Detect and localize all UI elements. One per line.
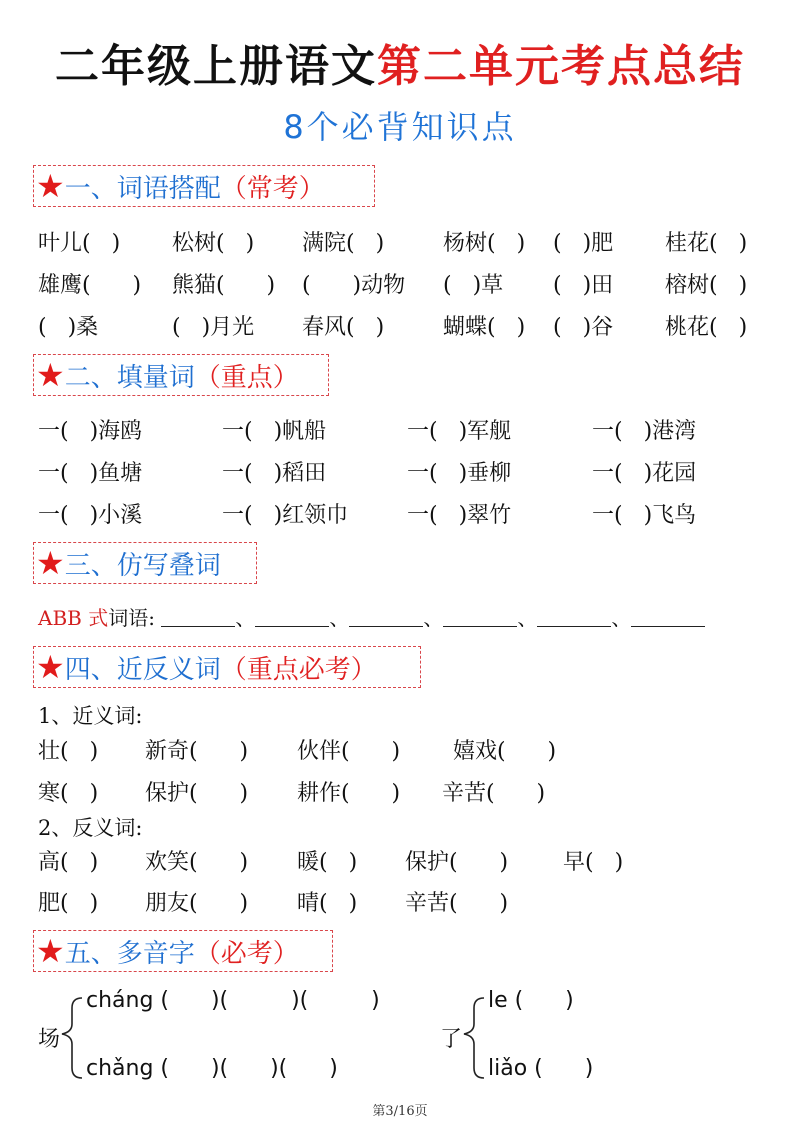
star-icon: ★ [36,932,65,970]
separator: 、 [329,606,350,630]
synonym-row-1 [0,734,800,768]
synonym-item: 寒( ) [38,781,99,806]
section-4-label: 四、近反义词 [64,654,221,685]
collocation-item: 榕树( ) [665,273,748,298]
chang-char: 场 [38,1027,61,1052]
abb-exercise [38,602,705,631]
abb-label: 词语: [108,606,155,630]
measure-item: 一( )翠竹 [407,503,512,528]
section-3-label: 三、仿写叠词 [64,550,221,581]
le-char: 了 [440,1027,463,1052]
section-2-header [33,354,329,396]
measure-item: 一( )海鸥 [38,419,143,444]
le-reading-1: le ( ) [488,988,574,1013]
antonym-item: 辛苦( ) [405,891,509,916]
collocation-row-1 [0,226,800,260]
star-icon: ★ [36,544,65,582]
synonym-item: 壮( ) [38,739,99,764]
le-reading-2: liǎo ( ) [488,1056,594,1081]
measure-item: 一( )红领巾 [222,503,349,528]
separator: 、 [235,606,256,630]
antonym-item: 朋友( ) [145,891,249,916]
star-icon: ★ [36,356,65,394]
collocation-item: 春风( ) [302,315,385,340]
section-2-label: 二、填量词 [64,362,195,393]
title-part2: 第二单元考点总结 [377,41,745,92]
measure-item: 一( )小溪 [38,503,143,528]
page-number: 第3/16页 [372,1104,428,1119]
antonym-row-2 [0,886,800,920]
measure-item: 一( )稻田 [222,461,327,486]
section-1-header [33,165,375,207]
collocation-row-3 [0,310,800,344]
synonym-item: 辛苦( ) [442,781,546,806]
antonym-row-1 [0,845,800,879]
collocation-item: ( )田 [553,273,614,298]
collocation-item: ( )肥 [553,231,614,256]
answer-blank[interactable] [537,608,611,627]
antonym-item: 肥( ) [38,891,99,916]
measure-item: 一( )军舰 [407,419,512,444]
collocation-item: 满院( ) [302,231,385,256]
measure-row-1 [0,414,800,448]
separator: 、 [517,606,538,630]
synonym-item: 伙伴( ) [297,739,401,764]
antonym-item: 保护( ) [405,850,509,875]
abb-prefix: ABB 式 [38,606,109,630]
collocation-item: ( )桑 [38,315,99,340]
separator: 、 [611,606,632,630]
collocation-item: 松树( ) [172,231,255,256]
synonym-item: 嬉戏( ) [453,739,557,764]
section-2-note: （重点） [194,362,299,393]
collocation-item: ( )动物 [302,273,406,298]
section-5-header [33,930,333,972]
answer-blank[interactable] [443,608,517,627]
measure-item: 一( )港湾 [592,419,697,444]
section-5-note: （必考） [194,938,299,969]
collocation-item: 桂花( ) [665,231,748,256]
measure-item: 一( )飞鸟 [592,503,697,528]
measure-item: 一( )鱼塘 [38,461,143,486]
collocation-item: 叶儿( ) [38,231,121,256]
collocation-item: ( )月光 [172,315,255,340]
measure-item: 一( )帆船 [222,419,327,444]
collocation-row-2 [0,268,800,302]
star-icon: ★ [36,648,65,686]
antonyms-heading: 2、反义词: [38,816,143,840]
collocation-item: 桃花( ) [665,315,748,340]
measure-item: 一( )花园 [592,461,697,486]
section-1-note: （常考） [220,173,325,204]
title-part1: 二年级上册语文 [55,41,377,92]
synonyms-heading: 1、近义词: [38,704,143,728]
separator: 、 [423,606,444,630]
answer-blank[interactable] [349,608,423,627]
page-subtitle: 8个必背知识点 [283,108,517,146]
measure-row-2 [0,456,800,490]
antonym-item: 暖( ) [297,850,358,875]
antonym-item: 早( ) [563,850,624,875]
collocation-item: 蝴蝶( ) [443,315,526,340]
synonym-row-2 [0,776,800,810]
section-3-header [33,542,257,584]
answer-blank[interactable] [631,608,705,627]
section-4-header [33,646,421,688]
measure-row-3 [0,498,800,532]
answer-blank[interactable] [161,608,235,627]
collocation-item: 杨树( ) [443,231,526,256]
antonym-item: 欢笑( ) [145,850,249,875]
antonym-item: 晴( ) [297,891,358,916]
page-title [0,30,800,94]
section-5-label: 五、多音字 [64,938,195,969]
collocation-item: 熊猫( ) [172,273,276,298]
antonym-item: 高( ) [38,850,99,875]
star-icon: ★ [36,167,65,205]
collocation-item: 雄鹰( ) [38,273,142,298]
answer-blank[interactable] [255,608,329,627]
measure-item: 一( )垂柳 [407,461,512,486]
synonym-item: 耕作( ) [297,781,401,806]
synonym-item: 保护( ) [145,781,249,806]
section-1-label: 一、词语搭配 [64,173,221,204]
collocation-item: ( )草 [443,273,504,298]
chang-reading-2: chǎng ( )( )( ) [86,1056,338,1081]
collocation-item: ( )谷 [553,315,614,340]
synonym-item: 新奇( ) [145,739,249,764]
chang-reading-1: cháng ( )( )( ) [86,988,380,1013]
section-4-note: （重点必考） [220,654,377,685]
